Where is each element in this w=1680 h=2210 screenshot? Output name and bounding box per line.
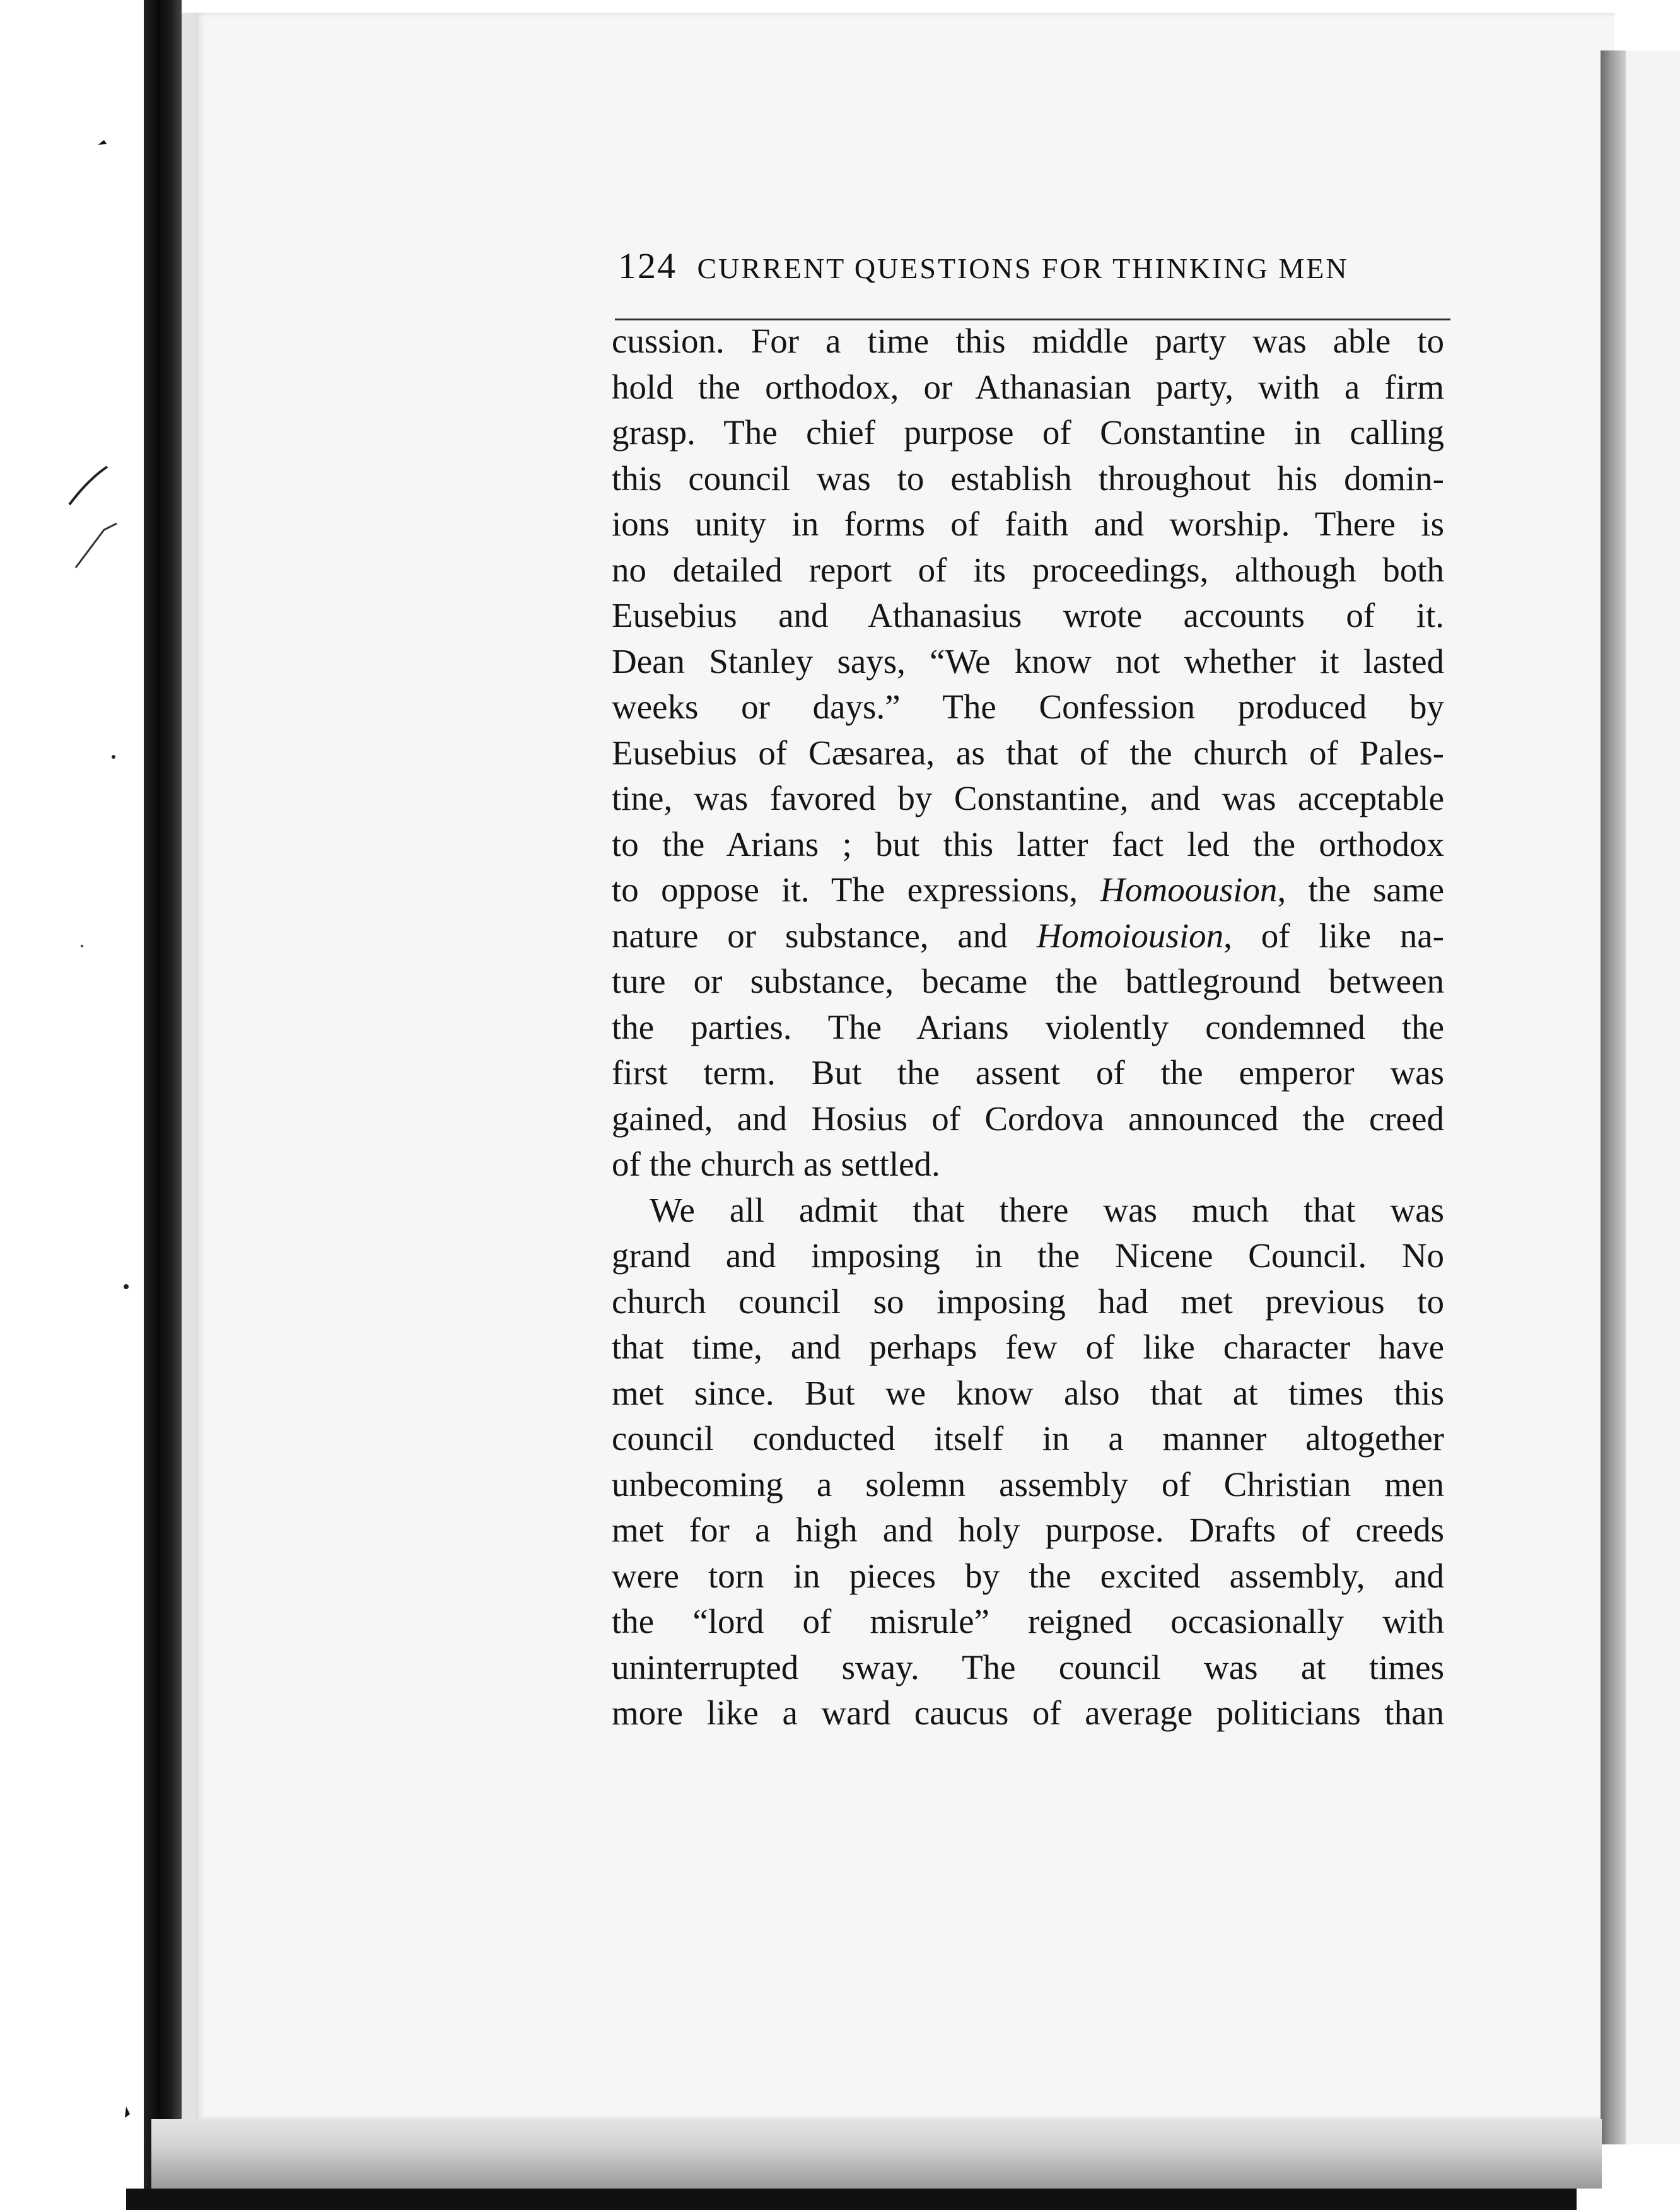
text-line: were torn in pieces by the excited assembly, and bbox=[612, 1556, 1444, 1595]
italic-term: Homoousion bbox=[1100, 870, 1278, 909]
text-line: Eusebius of Cæsarea, as that of the church of Pales- bbox=[612, 733, 1444, 772]
text-line: to oppose it. The expressions, Homoousion, the same bbox=[612, 870, 1444, 909]
text-line: this council was to establish throughout his domin- bbox=[612, 459, 1444, 498]
paragraph-2 bbox=[612, 1188, 1444, 1736]
text-line: grand and imposing in the Nicene Council. No bbox=[612, 1236, 1444, 1275]
text-line: gained, and Hosius of Cordova announced the creed bbox=[612, 1099, 1444, 1138]
page-stack-edge bbox=[1601, 50, 1626, 2144]
text-line: to the Arians ; but this latter fact led the orthodox bbox=[612, 824, 1444, 863]
text-line: of the church as settled. bbox=[612, 1145, 940, 1183]
text-line: that time, and perhaps few of like character have bbox=[612, 1328, 1444, 1366]
right-margin bbox=[1626, 50, 1680, 2144]
book-spine bbox=[144, 0, 182, 2210]
text-line: church council so imposing had met previous to bbox=[612, 1282, 1444, 1321]
scan-background-bottom bbox=[126, 2189, 1577, 2210]
text-line: met for a high and holy purpose. Drafts of creeds bbox=[612, 1511, 1444, 1549]
text-line: We all admit that there was much that was bbox=[650, 1190, 1444, 1229]
text-line: hold the orthodox, or Athanasian party, with a firm bbox=[612, 367, 1444, 406]
scan-background-left bbox=[0, 0, 145, 2210]
text-line: no detailed report of its proceedings, although both bbox=[612, 550, 1444, 589]
text-line: weeks or days.” The Confession produced by bbox=[612, 687, 1444, 726]
text-line: ture or substance, became the battleground between bbox=[612, 962, 1444, 1000]
text-line: tine, was favored by Constantine, and was acceptable bbox=[612, 779, 1444, 817]
running-head bbox=[618, 245, 1375, 295]
body-text bbox=[612, 319, 1444, 1736]
page-bottom-edge bbox=[151, 2119, 1602, 2189]
text-line: the parties. The Arians violently condemned the bbox=[612, 1007, 1444, 1046]
italic-term: Homoiousion bbox=[1036, 916, 1224, 955]
text-line: met since. But we know also that at times this bbox=[612, 1373, 1444, 1412]
text-line: first term. But the assent of the emperor was bbox=[612, 1053, 1444, 1092]
text-line: more like a ward caucus of average politicians than bbox=[612, 1693, 1444, 1732]
text-line: cussion. For a time this middle party was able to bbox=[612, 322, 1444, 360]
text-line: council conducted itself in a manner altogether bbox=[612, 1419, 1444, 1458]
running-title: CURRENT QUESTIONS FOR THINKING MEN bbox=[697, 252, 1349, 284]
text-line: uninterrupted sway. The council was at times bbox=[612, 1647, 1444, 1687]
page-number: 124 bbox=[618, 245, 677, 286]
binding-debris bbox=[38, 0, 139, 2210]
text-line: Dean Stanley says, “We know not whether it lasted bbox=[612, 641, 1444, 681]
paragraph-1 bbox=[612, 319, 1444, 1188]
text-line: Eusebius and Athanasius wrote accounts of it. bbox=[612, 596, 1444, 634]
text-line: grasp. The chief purpose of Constantine in calling bbox=[612, 413, 1444, 452]
text-line: ions unity in forms of faith and worship. There is bbox=[612, 505, 1444, 543]
text-line: unbecoming a solemn assembly of Christian men bbox=[612, 1465, 1444, 1504]
text-line: the “lord of misrule” reigned occasionally with bbox=[612, 1602, 1444, 1640]
text-line: nature or substance, and Homoiousion, of like na- bbox=[612, 916, 1444, 955]
